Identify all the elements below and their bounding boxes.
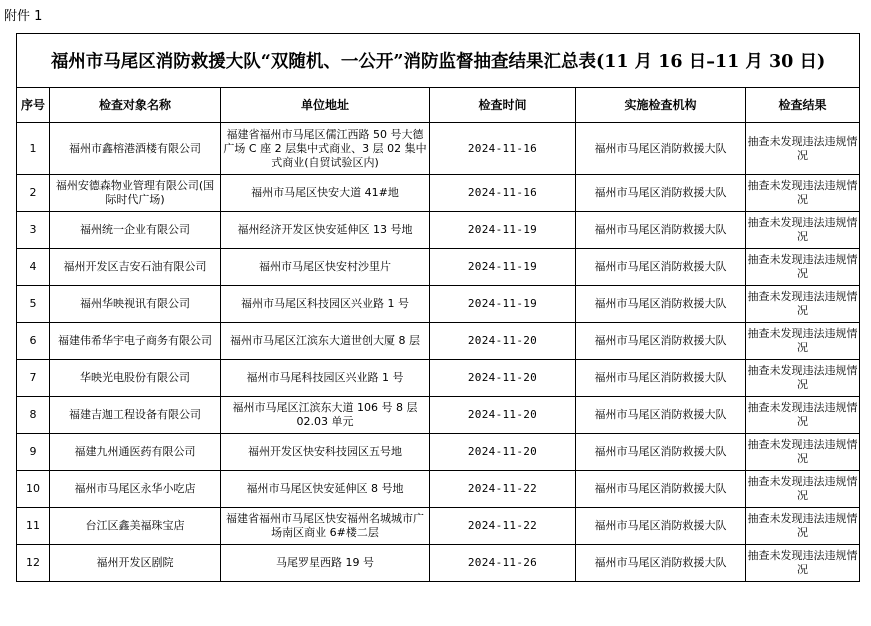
header-agency: 实施检查机构 — [576, 88, 746, 123]
cell-address: 福州市马尾区江滨东大道世创大厦 8 层 — [221, 323, 430, 360]
table-row — [17, 545, 860, 582]
cell-seq: 12 — [17, 545, 50, 582]
cell-agency: 福州市马尾区消防救援大队 — [576, 360, 746, 397]
cell-time: 2024-11-19 — [430, 212, 576, 249]
table-header-row — [17, 88, 860, 123]
cell-name: 台江区鑫美福珠宝店 — [50, 508, 221, 545]
cell-agency: 福州市马尾区消防救援大队 — [576, 545, 746, 582]
table-row — [17, 360, 860, 397]
attachment-label: 附件 1 — [4, 9, 43, 24]
header-time: 检查时间 — [430, 88, 576, 123]
table-title: 福州市马尾区消防救援大队“双随机、一公开”消防监督抽查结果汇总表(11 月 16 日–11 月 30 日) — [17, 34, 860, 88]
cell-address: 福建省福州市马尾区快安福州名城城市广场南区商业 6#楼二层 — [221, 508, 430, 545]
table-body — [17, 123, 860, 582]
cell-result: 抽查未发现违法违规情况 — [746, 212, 860, 249]
cell-result: 抽查未发现违法违规情况 — [746, 360, 860, 397]
cell-time: 2024-11-20 — [430, 323, 576, 360]
cell-name: 福州华映视讯有限公司 — [50, 286, 221, 323]
table-row — [17, 286, 860, 323]
cell-result: 抽查未发现违法违规情况 — [746, 545, 860, 582]
cell-time: 2024-11-22 — [430, 508, 576, 545]
cell-name: 福州开发区吉安石油有限公司 — [50, 249, 221, 286]
cell-name: 福州统一企业有限公司 — [50, 212, 221, 249]
cell-seq: 3 — [17, 212, 50, 249]
cell-agency: 福州市马尾区消防救援大队 — [576, 249, 746, 286]
cell-name: 福州安德森物业管理有限公司(国际时代广场) — [50, 175, 221, 212]
cell-result: 抽查未发现违法违规情况 — [746, 323, 860, 360]
cell-time: 2024-11-20 — [430, 397, 576, 434]
cell-agency: 福州市马尾区消防救援大队 — [576, 434, 746, 471]
cell-address: 马尾罗星西路 19 号 — [221, 545, 430, 582]
cell-result: 抽查未发现违法违规情况 — [746, 434, 860, 471]
cell-seq: 4 — [17, 249, 50, 286]
header-result: 检查结果 — [746, 88, 860, 123]
cell-agency: 福州市马尾区消防救援大队 — [576, 323, 746, 360]
cell-agency: 福州市马尾区消防救援大队 — [576, 175, 746, 212]
table-row — [17, 123, 860, 175]
cell-address: 福州经济开发区快安延伸区 13 号地 — [221, 212, 430, 249]
cell-result: 抽查未发现违法违规情况 — [746, 175, 860, 212]
cell-seq: 2 — [17, 175, 50, 212]
cell-result: 抽查未发现违法违规情况 — [746, 508, 860, 545]
table-row — [17, 397, 860, 434]
inspection-results-table — [16, 33, 860, 582]
cell-address: 福建省福州市马尾区儒江西路 50 号大德广场 C 座 2 层集中式商业、3 层 02 集中式商业(自贸试验区内) — [221, 123, 430, 175]
cell-seq: 5 — [17, 286, 50, 323]
cell-address: 福州市马尾科技园区兴业路 1 号 — [221, 360, 430, 397]
cell-time: 2024-11-16 — [430, 123, 576, 175]
cell-seq: 10 — [17, 471, 50, 508]
cell-name: 福建吉迦工程设备有限公司 — [50, 397, 221, 434]
table-row — [17, 212, 860, 249]
cell-address: 福州开发区快安科技园区五号地 — [221, 434, 430, 471]
cell-result: 抽查未发现违法违规情况 — [746, 123, 860, 175]
cell-time: 2024-11-22 — [430, 471, 576, 508]
cell-address: 福州市马尾区科技园区兴业路 1 号 — [221, 286, 430, 323]
cell-address: 福州市马尾区快安大道 41#地 — [221, 175, 430, 212]
cell-agency: 福州市马尾区消防救援大队 — [576, 212, 746, 249]
cell-name: 华映光电股份有限公司 — [50, 360, 221, 397]
cell-seq: 9 — [17, 434, 50, 471]
cell-agency: 福州市马尾区消防救援大队 — [576, 397, 746, 434]
table-row — [17, 508, 860, 545]
cell-result: 抽查未发现违法违规情况 — [746, 397, 860, 434]
table-row — [17, 471, 860, 508]
cell-time: 2024-11-19 — [430, 249, 576, 286]
cell-result: 抽查未发现违法违规情况 — [746, 471, 860, 508]
cell-time: 2024-11-19 — [430, 286, 576, 323]
cell-agency: 福州市马尾区消防救援大队 — [576, 471, 746, 508]
cell-result: 抽查未发现违法违规情况 — [746, 249, 860, 286]
table-row — [17, 434, 860, 471]
cell-name: 福州市马尾区永华小吃店 — [50, 471, 221, 508]
cell-address: 福州市马尾区江滨东大道 106 号 8 层 02.03 单元 — [221, 397, 430, 434]
header-seq: 序号 — [17, 88, 50, 123]
cell-seq: 6 — [17, 323, 50, 360]
cell-name: 福州开发区剧院 — [50, 545, 221, 582]
cell-name: 福建伟希华宇电子商务有限公司 — [50, 323, 221, 360]
cell-seq: 1 — [17, 123, 50, 175]
table-row — [17, 323, 860, 360]
header-name: 检查对象名称 — [50, 88, 221, 123]
cell-seq: 7 — [17, 360, 50, 397]
cell-agency: 福州市马尾区消防救援大队 — [576, 286, 746, 323]
table-row — [17, 249, 860, 286]
cell-name: 福州市鑫榕港酒楼有限公司 — [50, 123, 221, 175]
cell-agency: 福州市马尾区消防救援大队 — [576, 508, 746, 545]
table-row — [17, 175, 860, 212]
cell-time: 2024-11-20 — [430, 434, 576, 471]
cell-time: 2024-11-20 — [430, 360, 576, 397]
cell-result: 抽查未发现违法违规情况 — [746, 286, 860, 323]
header-address: 单位地址 — [221, 88, 430, 123]
cell-agency: 福州市马尾区消防救援大队 — [576, 123, 746, 175]
cell-time: 2024-11-26 — [430, 545, 576, 582]
cell-address: 福州市马尾区快安村沙里片 — [221, 249, 430, 286]
cell-address: 福州市马尾区快安延伸区 8 号地 — [221, 471, 430, 508]
cell-name: 福建九州通医药有限公司 — [50, 434, 221, 471]
cell-seq: 8 — [17, 397, 50, 434]
cell-time: 2024-11-16 — [430, 175, 576, 212]
cell-seq: 11 — [17, 508, 50, 545]
